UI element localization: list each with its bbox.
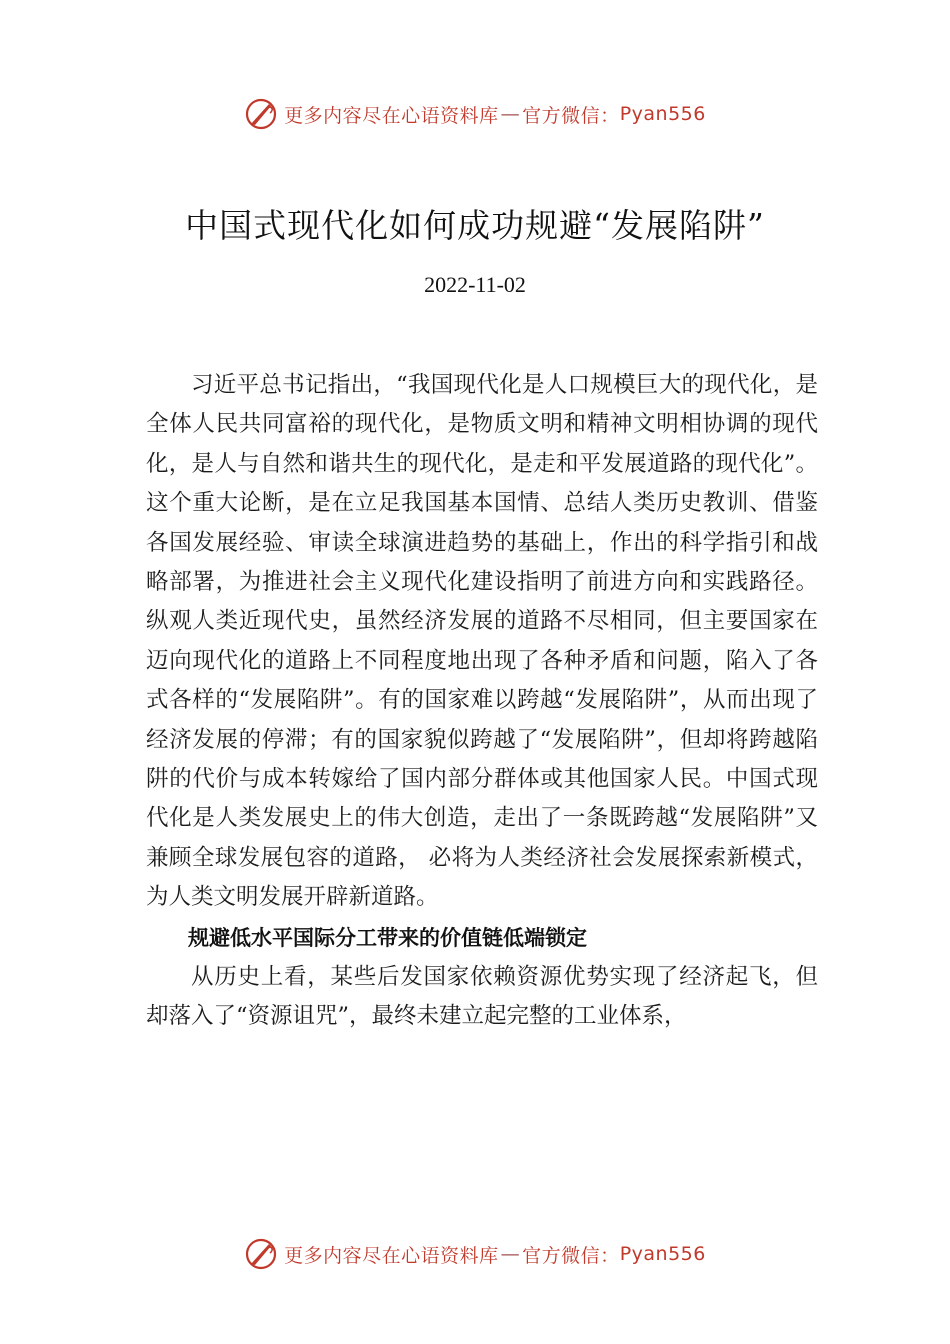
watermark-text: 更多内容尽在心语资料库: [284, 104, 499, 127]
document-body: [146, 366, 818, 1037]
body-paragraph-1: 习近平总书记指出，“我国现代化是人口规模巨大的现代化，是全体人民共同富裕的现代化，是物质文明和精神文明相协调的现代化，是人与自然和谐共生的现代化，是走和平发展道路的现代化”。这个重大论断，是在立足我国基本国情、总结人类历史教训、借鉴各国发展经验、审读全球演进趋势的基础上，作出的科学指引和战略部署，为推进社会主义现代化建设指明了前进方向和实践路径。纵观人类近现代史，虽然经济发展的道路不尽相同，但主要国家在迈向现代化的道路上不同程度地出现了各种矛盾和问题，陷入了各式各样的“发展陷阱”。有的国家难以跨越“发展陷阱”，从而出现了经济发展的停滞；有的国家貌似跨越了“发展陷阱”，但却将跨越陷阱的代价与成本转嫁给了国内部分群体或其他国家人民。中国式现代化是人类发展史上的伟大创造，走出了一条既跨越“发展陷阱”又兼顾全球发展包容的道路， 必将为人类经济社会发展探索新模式，为人类文明发展开辟新道路。: [146, 372, 818, 911]
watermark-id: Pyan556: [619, 1243, 706, 1265]
watermark-id: Pyan556: [619, 103, 706, 125]
watermark-text: 更多内容尽在心语资料库: [284, 1244, 499, 1267]
watermark-dash: —: [500, 1243, 521, 1265]
body-paragraph-2: 从历史上看，某些后发国家依赖资源优势实现了经济起飞，但却落入了“资源诅咒”，最终未建立起完整的工业体系，: [146, 963, 818, 1030]
document-date: 2022-11-02: [424, 272, 526, 297]
quill-logo-icon: [244, 1237, 278, 1271]
watermark-suffix: 官方微信：: [522, 1244, 620, 1267]
footer-watermark: [0, 1234, 950, 1274]
section-heading: 规避低水平国际分工带来的价值链低端锁定: [188, 925, 587, 950]
watermark-suffix: 官方微信：: [522, 104, 620, 127]
watermark-dash: —: [500, 103, 521, 125]
document-title: 中国式现代化如何成功规避“发展陷阱”: [185, 206, 765, 245]
header-watermark: [0, 94, 950, 134]
quill-logo-icon: [244, 97, 278, 131]
